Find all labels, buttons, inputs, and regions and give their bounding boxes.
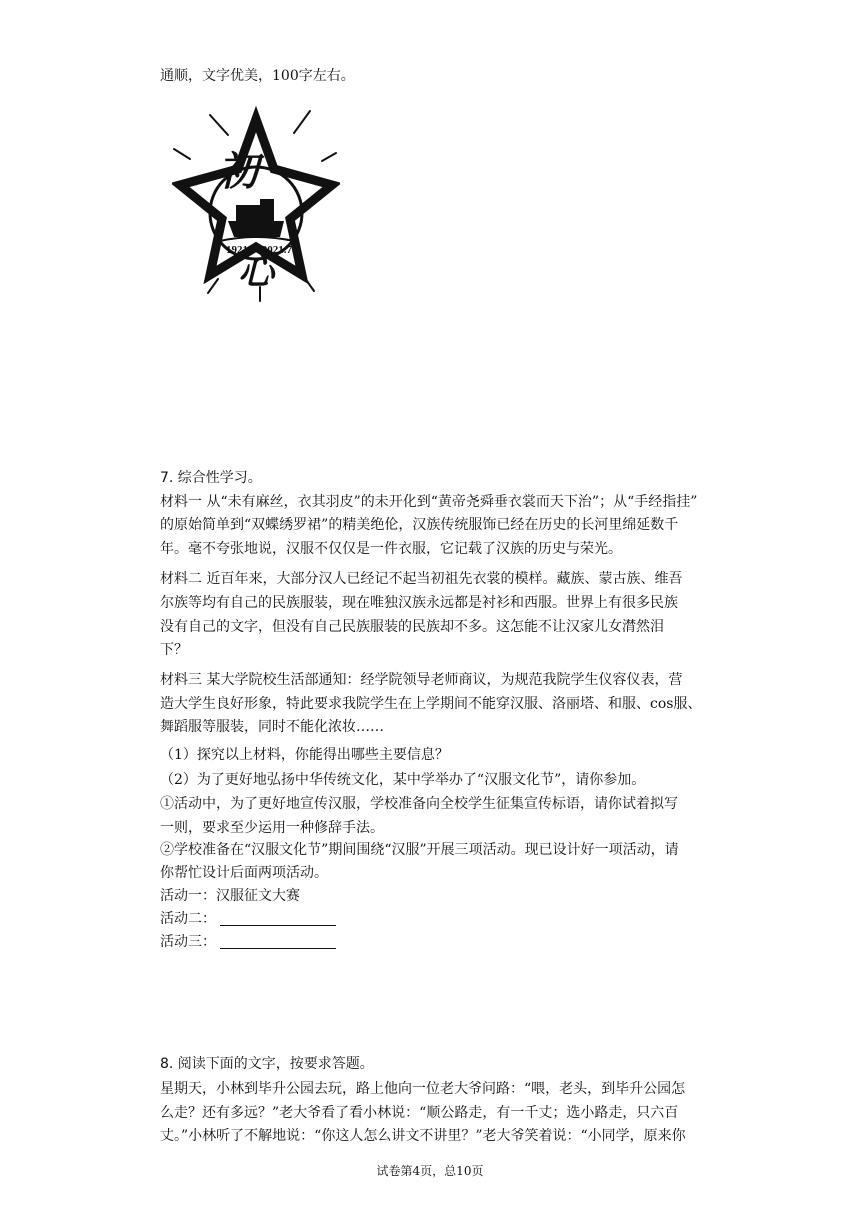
page-footer: 试卷第4页，总10页	[376, 1164, 484, 1178]
q7-sub-question-1: （1）探究以上材料，你能得出哪些主要信息？	[160, 747, 449, 763]
q7-material3-line1: 材料三 某大学院校生活部通知：经学院领导老师商议，为规范我院学生仪容仪表，营	[160, 672, 683, 688]
q7-task1-line2: 一则，要求至少运用一种修辞手法。	[160, 820, 384, 836]
q7-material1-line3: 年。毫不夸张地说，汉服不仅仅是一件衣服，它记载了汉族的历史与荣光。	[160, 541, 622, 557]
q7-material2-line3: 没有自己的文字，但没有自己民族服装的民族却不多。这怎能不让汉家儿女潸然泪	[160, 619, 664, 635]
activity-3-label: 活动三：	[160, 934, 216, 950]
q7-task1-line1: ①活动中，为了更好地宣传汉服，学校准备向全校学生征集宣传标语，请你试着拟写	[160, 796, 678, 812]
q7-material1-line1: 材料一 从“未有麻丝，衣其羽皮”的未开化到“黄帝尧舜垂衣裳而天下治”；从“手经指挂”	[160, 494, 698, 510]
q7-activity-3	[160, 932, 336, 952]
q7-task2-line2: 你帮忙设计后面两项活动。	[160, 865, 328, 881]
q7-task2-line1: ②学校准备在“汉服文化节”期间围绕“汉服”开展三项活动。现已设计好一项活动，请	[160, 842, 679, 858]
q7-activity-2	[160, 909, 336, 929]
q7-sub-question-2: （2）为了更好地弘扬中华传统文化，某中学举办了“汉服文化节”，请你参加。	[160, 772, 646, 788]
activity-2-label: 活动二：	[160, 911, 216, 927]
q7-activity-1: 活动一：汉服征文大赛	[160, 888, 300, 904]
emblem-char-chu: 初	[218, 148, 258, 195]
q8-title: 8. 阅读下面的文字，按要求答题。	[160, 1056, 374, 1072]
q8-text-line2: 么走？还有多远？”老大爷看了看小林说：“顺公路走，有一千丈；选小路走，只六百	[160, 1105, 679, 1121]
q7-title: 7. 综合性学习。	[160, 470, 262, 486]
q7-material3-line2: 造大学生良好形象，特此要求我院学生在上学期间不能穿汉服、洛丽塔、和服、cos服、	[160, 696, 702, 712]
activity-3-blank[interactable]	[220, 934, 336, 949]
intro-line: 通顺，文字优美，100字左右。	[160, 68, 355, 84]
q7-material2-line1: 材料二 近百年来，大部分汉人已经记不起当初祖先衣裳的模样。藏族、蒙古族、维吾	[160, 571, 683, 587]
q8-text-line1: 星期天，小林到毕升公园去玩，路上他向一位老大爷问路：“喂，老头，到毕升公园怎	[160, 1081, 686, 1097]
q7-material2-line4: 下？	[160, 642, 188, 658]
q8-text-line3: 丈。”小林听了不解地说：“你这人怎么讲文不讲里？”老大爷笑着说：“小同学，原来你	[160, 1128, 686, 1144]
q7-material1-line2: 的原始简单到“双蝶绣罗裙”的精美绝伦，汉族传统服饰已经在历史的长河里绵延数千	[160, 517, 679, 533]
activity-2-blank[interactable]	[220, 911, 336, 926]
emblem-years: 1921.7–2021.7	[226, 244, 292, 256]
emblem-char-xin: 心	[238, 251, 275, 293]
q7-material3-line3: 舞蹈服等服装，同时不能化浓妆……	[160, 719, 384, 735]
q7-material2-line2: 尔族等均有自己的民族服装，现在唯独汉族永远都是衬衫和西服。世界上有很多民族	[160, 595, 678, 611]
